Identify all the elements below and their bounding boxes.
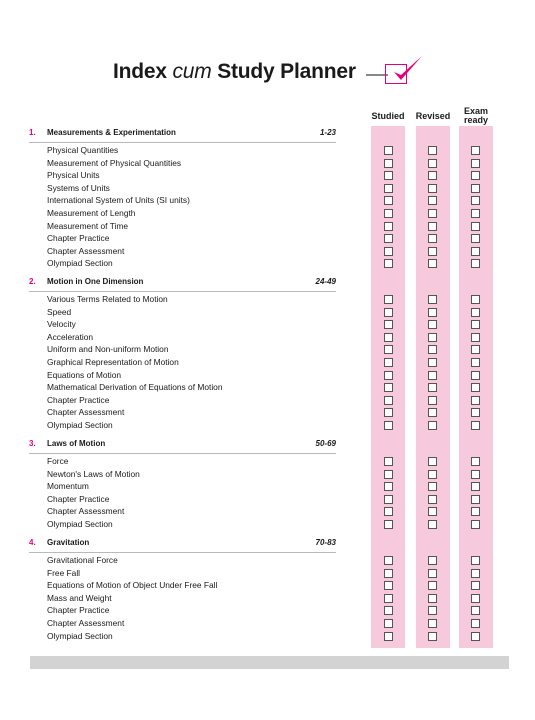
revised-checkbox[interactable] [428,581,437,590]
title-part-3: Study Planner [211,60,356,83]
exam-ready-checkbox[interactable] [471,507,480,516]
revised-checkbox[interactable] [428,345,437,354]
revised-checkbox[interactable] [428,619,437,628]
exam-ready-checkbox[interactable] [471,209,480,218]
exam-ready-checkbox[interactable] [471,470,480,479]
revised-checkbox[interactable] [428,594,437,603]
exam-ready-checkbox[interactable] [471,396,480,405]
exam-ready-checkbox[interactable] [471,581,480,590]
topic-item: Chapter Assessment [47,245,125,256]
exam-ready-checkbox[interactable] [471,247,480,256]
topic-item: Chapter Practice [47,605,110,616]
chapter-title: Gravitation [47,538,90,547]
column-header-studied: Studied [371,111,405,121]
studied-checkbox[interactable] [384,358,393,367]
revised-checkbox[interactable] [428,234,437,243]
chapter-header [29,277,336,292]
chapter-title: Measurements & Experimentation [47,128,176,137]
revised-checkbox[interactable] [428,146,437,155]
exam-ready-checkbox[interactable] [471,457,480,466]
studied-checkbox[interactable] [384,308,393,317]
topic-item: Chapter Practice [47,493,110,504]
topic-item: Various Terms Related to Motion [47,294,168,304]
exam-ready-checkbox[interactable] [471,159,480,168]
chapter-title: Laws of Motion [47,439,106,448]
topic-item: Momentum [47,481,89,492]
studied-checkbox[interactable] [384,457,393,466]
chapter-pages: 50-69 [315,439,336,448]
topic-item: Velocity [47,319,76,330]
exam-ready-checkbox[interactable] [471,606,480,615]
revised-checkbox[interactable] [428,308,437,317]
title-area [0,58,535,98]
topic-item: Newton's Laws of Motion [47,468,140,479]
studied-checkbox[interactable] [384,606,393,615]
topic-item: Measurement of Length [47,208,136,218]
topic-item: Chapter Assessment [47,618,125,628]
revised-checkbox[interactable] [428,171,437,180]
revised-checkbox[interactable] [428,383,437,392]
revised-checkbox[interactable] [428,222,437,231]
page-title [113,60,356,84]
topic-item: Gravitational Force [47,555,118,565]
footer-bar [30,656,509,669]
topic-item: Olympiad Section [47,630,113,641]
studied-checkbox[interactable] [384,507,393,516]
studied-checkbox[interactable] [384,495,393,504]
revised-checkbox[interactable] [428,606,437,615]
chapter-title: Motion in One Dimension [47,277,144,286]
topic-item: Olympiad Section [47,519,113,529]
exam-ready-checkbox[interactable] [471,320,480,329]
chapter-header [29,538,336,553]
exam-ready-checkbox[interactable] [471,333,480,342]
topic-item: Speed [47,306,72,317]
exam-ready-checkbox[interactable] [471,259,480,268]
exam-ready-checkbox[interactable] [471,408,480,417]
studied-checkbox[interactable] [384,470,393,479]
revised-checkbox[interactable] [428,569,437,578]
revised-checkbox[interactable] [428,159,437,168]
title-part-2: cum [172,60,212,83]
topic-item: Measurement of Physical Quantities [47,157,182,168]
revised-checkbox[interactable] [428,421,437,430]
revised-checkbox[interactable] [428,196,437,205]
topic-item: Chapter Assessment [47,407,125,418]
exam-ready-checkbox[interactable] [471,495,480,504]
chapter-header [29,128,336,143]
topic-item: Acceleration [47,331,94,342]
exam-ready-checkbox[interactable] [471,358,480,367]
revised-checkbox[interactable] [428,556,437,565]
revised-checkbox[interactable] [428,295,437,304]
studied-checkbox[interactable] [384,408,393,417]
chapter-number: 4. [29,538,36,547]
topic-item: Measurement of Time [47,220,128,231]
chapter-header [29,439,336,454]
studied-checkbox[interactable] [384,632,393,641]
studied-checkbox[interactable] [384,247,393,256]
revised-checkbox[interactable] [428,470,437,479]
revised-checkbox[interactable] [428,408,437,417]
topic-item: Force [47,456,69,466]
exam-ready-checkbox[interactable] [471,234,480,243]
revised-checkbox[interactable] [428,247,437,256]
topic-item: Mass and Weight [47,592,112,603]
studied-checkbox[interactable] [384,619,393,628]
exam-ready-checkbox[interactable] [471,146,480,155]
studied-checkbox[interactable] [384,320,393,329]
topic-item: Physical Units [47,170,100,181]
revised-checkbox[interactable] [428,482,437,491]
studied-checkbox[interactable] [384,396,393,405]
revised-checkbox[interactable] [428,371,437,380]
studied-checkbox[interactable] [384,259,393,268]
topic-item: Physical Quantities [47,145,119,155]
exam-ready-checkbox[interactable] [471,345,480,354]
chapter-number: 2. [29,277,36,286]
studied-checkbox[interactable] [384,569,393,578]
revised-checkbox[interactable] [428,209,437,218]
topic-item: International System of Units (SI units) [47,195,190,206]
topic-item: Graphical Representation of Motion [47,357,179,367]
exam-ready-checkbox[interactable] [471,222,480,231]
exam-ready-checkbox[interactable] [471,184,480,193]
revised-checkbox[interactable] [428,507,437,516]
studied-checkbox[interactable] [384,333,393,342]
revised-checkbox[interactable] [428,495,437,504]
studied-checkbox[interactable] [384,196,393,205]
studied-checkbox[interactable] [384,594,393,603]
exam-ready-checkbox[interactable] [471,482,480,491]
revised-checkbox[interactable] [428,184,437,193]
studied-checkbox[interactable] [384,581,393,590]
studied-checkbox[interactable] [384,234,393,243]
topic-item: Chapter Practice [47,233,110,244]
revised-checkbox[interactable] [428,358,437,367]
topic-item: Chapter Assessment [47,506,125,517]
topic-item: Olympiad Section [47,258,113,269]
revised-checkbox[interactable] [428,457,437,466]
topic-item: Free Fall [47,567,81,578]
exam-ready-checkbox[interactable] [471,171,480,180]
exam-ready-checkbox[interactable] [471,308,480,317]
studied-checkbox[interactable] [384,209,393,218]
studied-checkbox[interactable] [384,383,393,392]
revised-checkbox[interactable] [428,632,437,641]
studied-checkbox[interactable] [384,222,393,231]
exam-ready-checkbox[interactable] [471,619,480,628]
exam-ready-checkbox[interactable] [471,594,480,603]
studied-checkbox[interactable] [384,520,393,529]
revised-checkbox[interactable] [428,320,437,329]
studied-checkbox[interactable] [384,371,393,380]
chapter-pages: 70-83 [315,538,336,547]
revised-checkbox[interactable] [428,259,437,268]
topic-item: Equations of Motion [47,369,122,380]
chapter-number: 3. [29,439,36,448]
checkmark-icon [388,54,424,86]
topic-item: Systems of Units [47,182,110,193]
studied-checkbox[interactable] [384,421,393,430]
topic-item: Chapter Practice [47,394,110,405]
topic-item: Uniform and Non-uniform Motion [47,344,169,355]
column-header-revised: Revised [415,111,451,121]
revised-checkbox[interactable] [428,396,437,405]
exam-ready-checkbox[interactable] [471,196,480,205]
studied-checkbox[interactable] [384,159,393,168]
topic-item: Equations of Motion of Object Under Free Fall [47,580,218,591]
studied-checkbox[interactable] [384,184,393,193]
exam-ready-checkbox[interactable] [471,556,480,565]
studied-checkbox[interactable] [384,345,393,354]
exam-ready-checkbox[interactable] [471,632,480,641]
topic-item: Mathematical Derivation of Equations of Motion [47,382,223,393]
revised-checkbox[interactable] [428,333,437,342]
chapter-pages: 1-23 [319,128,336,137]
exam-ready-checkbox[interactable] [471,421,480,430]
title-part-1: Index [113,60,173,83]
exam-ready-checkbox[interactable] [471,569,480,578]
topic-item: Olympiad Section [47,420,113,430]
exam-ready-checkbox[interactable] [471,371,480,380]
exam-ready-checkbox[interactable] [471,520,480,529]
studied-checkbox[interactable] [384,556,393,565]
studied-checkbox[interactable] [384,482,393,491]
revised-checkbox[interactable] [428,520,437,529]
studied-checkbox[interactable] [384,295,393,304]
exam-ready-checkbox[interactable] [471,295,480,304]
studied-checkbox[interactable] [384,146,393,155]
studied-checkbox[interactable] [384,171,393,180]
chapter-pages: 24-49 [315,277,336,286]
exam-ready-checkbox[interactable] [471,383,480,392]
chapter-number: 1. [29,128,36,137]
column-header-exam-ready: Exam ready [463,106,489,125]
